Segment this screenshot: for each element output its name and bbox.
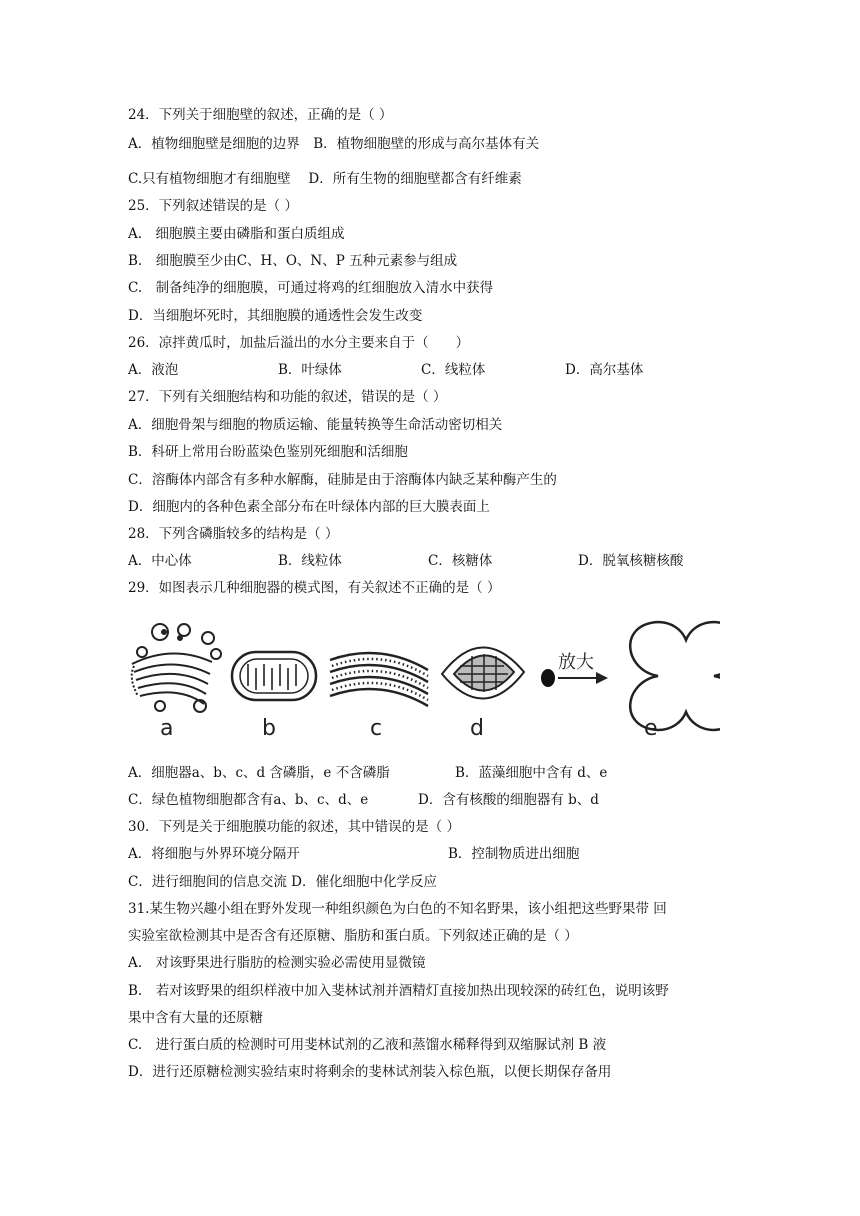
q31-option-b-line1: B. 若对该野果的组织样液中加入斐林试剂并酒精灯直接加热出现较深的砖红色，说明该野 [128, 983, 669, 999]
q27-option-d: D．细胞内的各种色素全部分布在叶绿体内部的巨大膜表面上 [128, 499, 490, 515]
figure-label-d: d [470, 716, 484, 741]
q28-option-d: D．脱氧核糖核酸 [578, 553, 684, 569]
q27-option-b: B．科研上常用台盼蓝染色鉴别死细胞和活细胞 [128, 444, 408, 460]
q25-option-c: C. 制备纯净的细胞膜，可通过将鸡的红细胞放入清水中获得 [128, 280, 494, 296]
q30-stem: 30．下列是关于细胞膜功能的叙述，其中错误的是（ ） [128, 819, 460, 835]
q30-option-a: A．将细胞与外界环境分隔开 [128, 846, 300, 862]
figure-label-e: e [644, 716, 658, 741]
q28-option-c: C．核糖体 [428, 553, 493, 569]
q26-option-b: B．叶绿体 [278, 362, 342, 378]
q24-options-ab: A．植物细胞壁是细胞的边界 B．植物细胞壁的形成与高尔基体有关 [128, 136, 540, 152]
magnify-arrow-label: 放大 [558, 652, 594, 673]
q31-option-a: A. 对该野果进行脂肪的检测实验必需使用显微镜 [128, 955, 426, 971]
q26-option-d: D．高尔基体 [565, 362, 644, 378]
q31-option-b-line2: 果中含有大量的还原糖 [128, 1010, 263, 1026]
q25-option-a: A. 细胞膜主要由磷脂和蛋白质组成 [128, 226, 345, 242]
q26-option-a: A．液泡 [128, 362, 179, 378]
chloroplast-drawing [442, 647, 524, 698]
ribosome-drawing [541, 622, 720, 730]
golgi-apparatus-drawing [132, 624, 221, 712]
q30-options-cd: C．进行细胞间的信息交流 D．催化细胞中化学反应 [128, 874, 437, 890]
endoplasmic-reticulum-drawing [330, 653, 428, 706]
q28-option-a: A．中心体 [128, 553, 192, 569]
q24-options-cd: C.只有植物细胞才有细胞壁 D．所有生物的细胞壁都含有纤维素 [128, 171, 522, 187]
q31-option-c: C. 进行蛋白质的检测时可用斐林试剂的乙液和蒸馏水稀释得到双缩脲试剂 B 液 [128, 1037, 607, 1053]
mitochondrion-drawing [232, 652, 316, 700]
q25-option-b: B. 细胞膜至少由C、H、O、N、P 五种元素参与组成 [128, 253, 458, 269]
q27-option-a: A．细胞骨架与细胞的物质运输、能量转换等生命活动密切相关 [128, 417, 503, 433]
q29-option-b: B．蓝藻细胞中含有 d、e [455, 765, 608, 781]
q31-option-d: D．进行还原糖检测实验结束时将剩余的斐林试剂装入棕色瓶，以便长期保存备用 [128, 1064, 612, 1080]
q27-stem: 27．下列有关细胞结构和功能的叙述，错误的是（ ） [128, 389, 447, 405]
figure-label-b: b [262, 716, 276, 741]
q29-option-d: D．含有核酸的细胞器有 b、d [418, 792, 599, 808]
figure-label-a: a [160, 716, 174, 741]
q28-stem: 28．下列含磷脂较多的结构是（ ） [128, 526, 339, 542]
q31-stem-line1: 31.某生物兴趣小组在野外发现一种组织颜色为白色的不知名野果，该小组把这些野果带 回 [128, 901, 667, 917]
q25-stem: 25．下列叙述错误的是（ ） [128, 198, 298, 214]
q26-option-c: C．线粒体 [421, 362, 486, 378]
organelle-diagram [120, 612, 720, 752]
q31-stem-line2: 实验室欲检测其中是否含有还原糖、脂肪和蛋白质。下列叙述正确的是（ ） [128, 928, 578, 944]
q28-option-b: B．线粒体 [278, 553, 342, 569]
q27-option-c: C．溶酶体内部含有多种水解酶，硅肺是由于溶酶体内缺乏某种酶产生的 [128, 472, 557, 488]
q29-stem: 29．如图表示几种细胞器的模式图，有关叙述不正确的是（ ） [128, 580, 501, 596]
organelle-figure [120, 612, 720, 752]
q25-option-d: D．当细胞坏死时，其细胞膜的通透性会发生改变 [128, 308, 423, 324]
q29-option-a: A．细胞器a、b、c、d 含磷脂，e 不含磷脂 [128, 765, 390, 781]
q26-stem: 26．凉拌黄瓜时，加盐后溢出的水分主要来自于（ ） [128, 335, 470, 351]
q24-stem: 24．下列关于细胞壁的叙述，正确的是（ ） [128, 107, 393, 123]
q29-option-c: C．绿色植物细胞都含有a、b、c、d、e [128, 792, 369, 808]
figure-label-c: c [370, 716, 383, 741]
q30-option-b: B．控制物质进出细胞 [448, 846, 580, 862]
